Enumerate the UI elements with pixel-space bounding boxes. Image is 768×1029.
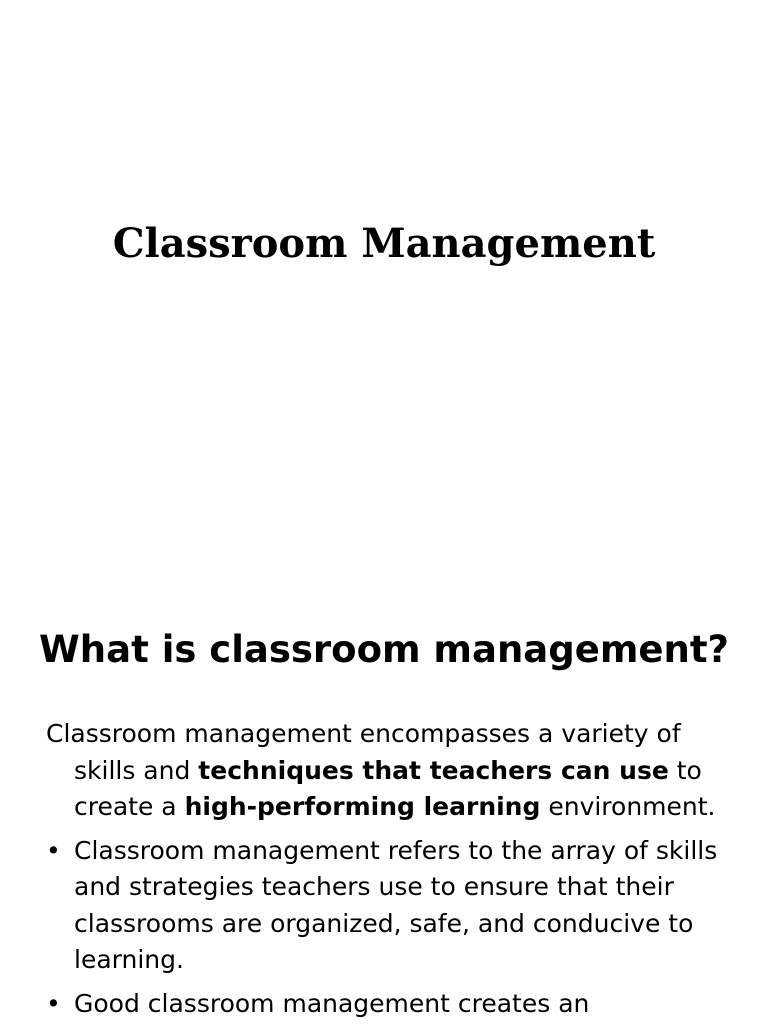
intro-text-1: Classroom management encompasses a variety of skills and [46, 719, 681, 785]
intro-paragraph [46, 716, 736, 826]
intro-text-3: environment. [540, 792, 716, 821]
bullet-icon: • [46, 988, 61, 1018]
list-item [46, 833, 736, 979]
intro-text-2: to create a [74, 755, 702, 821]
bullet-icon: • [46, 835, 61, 865]
intro-bold-learning: high-performing learning [184, 792, 541, 821]
bullet-text: Classroom management refers to the array of skills and strategies teachers use to ensure that their classrooms are organized, safe, and conducive to learning. [74, 835, 718, 974]
slide-title: Classroom Management [112, 220, 656, 267]
bullet-text: Good classroom management creates an [74, 988, 590, 1018]
section-heading: What is classroom management? [39, 628, 729, 671]
list-item [46, 986, 736, 1023]
bullet-list [46, 833, 736, 1023]
intro-bold-techniques: techniques that teachers can use [198, 755, 669, 785]
slide-body [46, 716, 736, 1029]
